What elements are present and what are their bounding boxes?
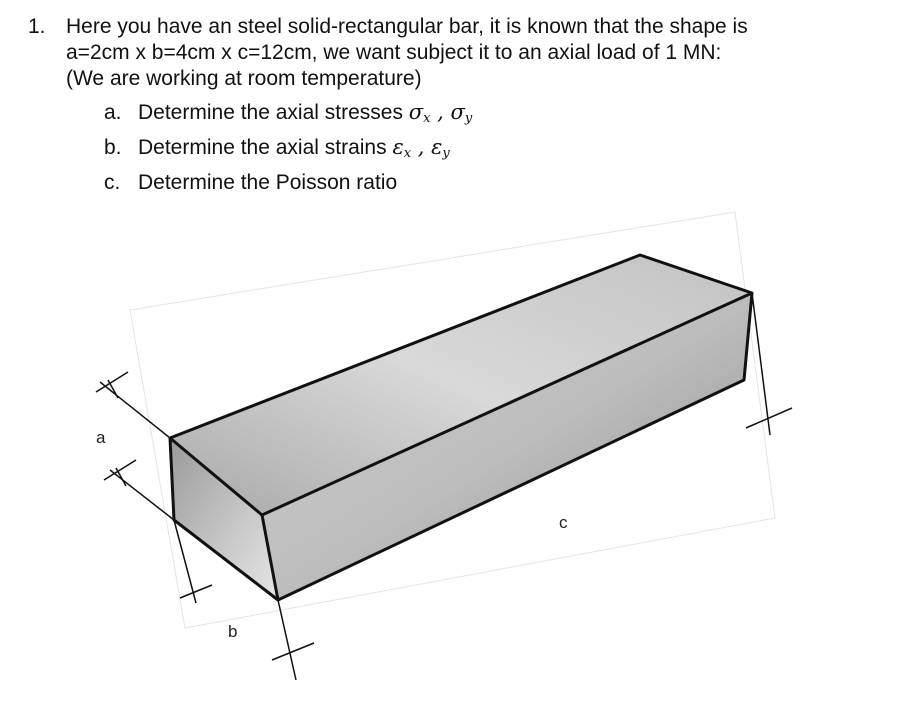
subscript-y: y <box>464 111 473 126</box>
sigma-symbol: σ <box>408 100 424 124</box>
sigma-y-symbol <box>451 100 473 124</box>
sub-question-text <box>138 98 472 133</box>
dimension-label-c: c <box>559 513 568 532</box>
dimension-label-a: a <box>96 428 106 447</box>
bar-figure <box>0 190 898 721</box>
sub-question-a <box>104 98 472 133</box>
sub-question-b <box>104 133 472 168</box>
question-line-1 <box>28 14 858 40</box>
epsilon-y-symbol <box>431 135 450 159</box>
question-text-line-3: (We are working at room temperature) <box>66 67 422 90</box>
question-block <box>28 14 858 92</box>
bar-drawing <box>0 190 898 721</box>
sub-question-text: Determine the Poisson ratio <box>138 171 398 194</box>
epsilon-symbol: ε <box>392 135 404 159</box>
dimension-label-b: b <box>228 622 238 641</box>
sub-question-letter: b. <box>104 136 122 159</box>
question-text-line-1: Here you have an steel solid-rectangular bar, it is known that the shape is <box>66 15 748 38</box>
math-separator: , <box>411 135 432 159</box>
sigma-x-symbol <box>409 100 431 124</box>
subscript-x: x <box>403 146 412 161</box>
epsilon-symbol: ε <box>431 135 443 159</box>
subscript-x: x <box>423 111 431 126</box>
sub-question-list <box>104 98 472 197</box>
sub-question-text <box>138 133 450 168</box>
math-separator: , <box>430 100 451 124</box>
sigma-symbol: σ <box>450 100 465 124</box>
question-text-line-2: a=2cm x b=4cm x c=12cm, we want subject it to an axial load of 1 MN: <box>66 41 722 64</box>
subscript-y: y <box>442 146 450 161</box>
sub-question-letter: a. <box>104 101 122 124</box>
sub-question-letter: c. <box>104 171 121 194</box>
sub-question-b-text: Determine the axial strains <box>138 136 393 159</box>
question-number: 1. <box>28 15 46 38</box>
sub-question-a-text: Determine the axial stresses <box>138 101 409 124</box>
epsilon-x-symbol <box>392 135 411 159</box>
